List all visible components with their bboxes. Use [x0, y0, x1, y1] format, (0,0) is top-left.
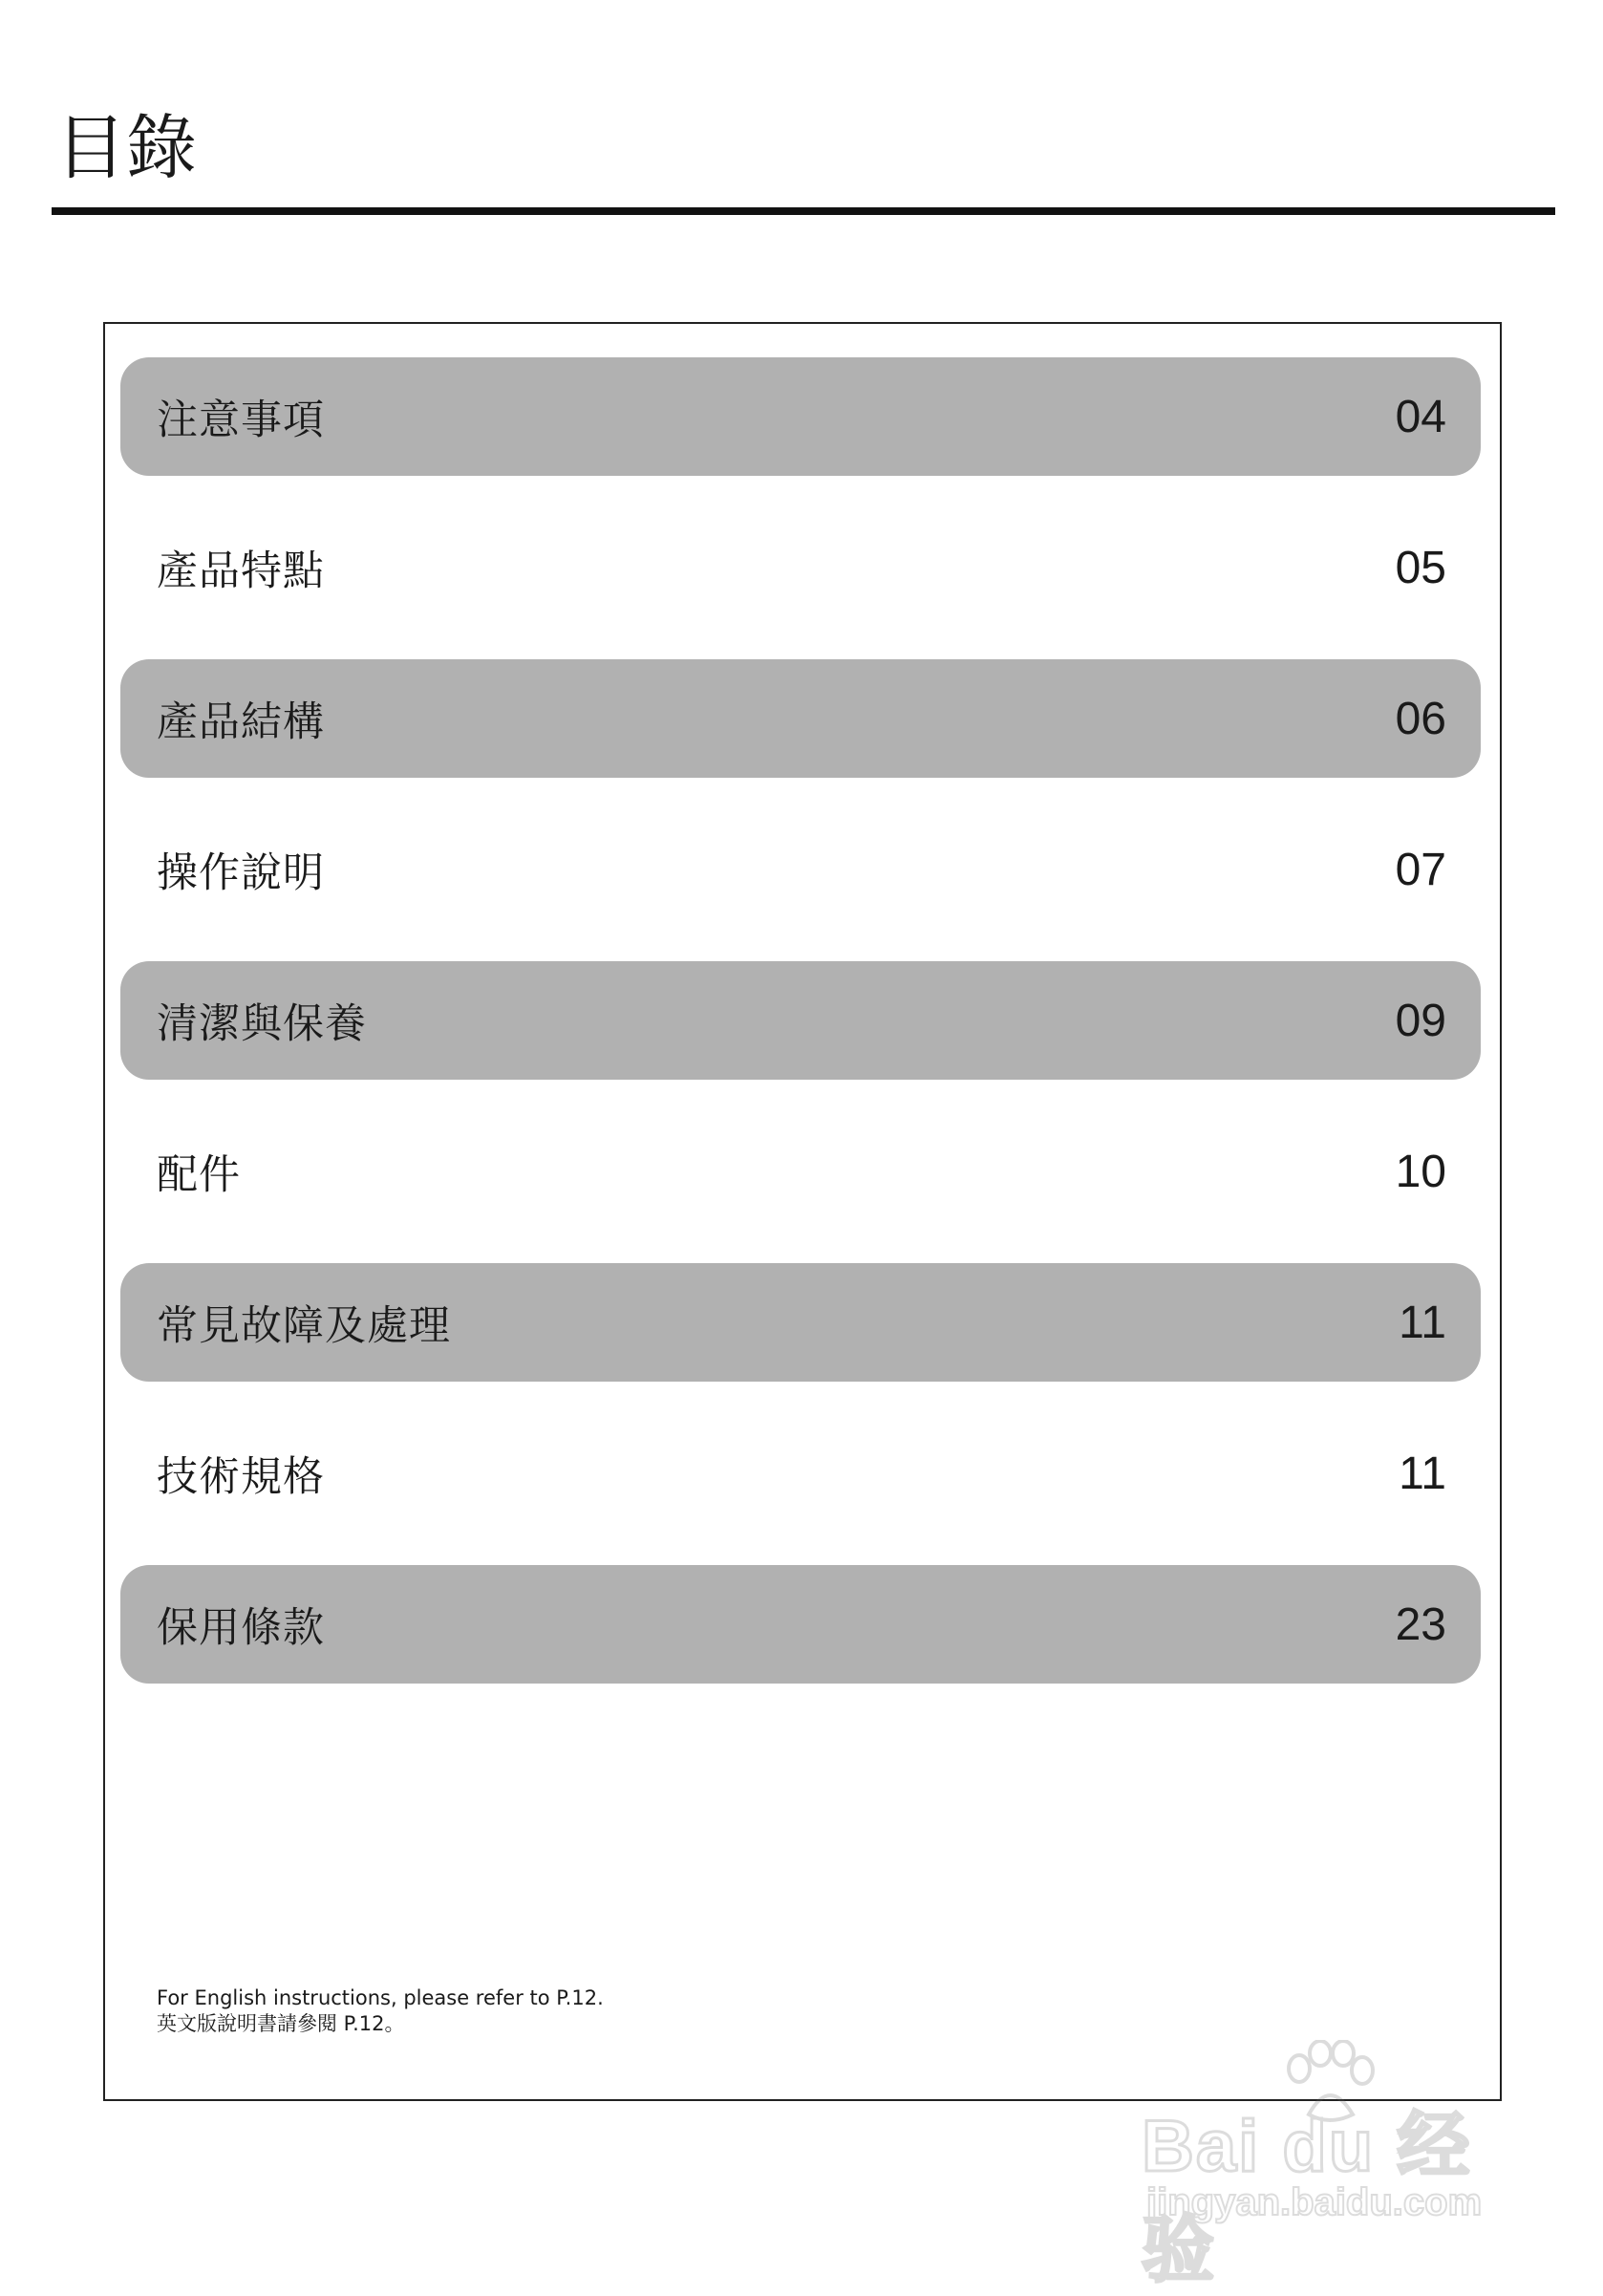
toc-row[interactable] — [120, 508, 1481, 627]
watermark — [1142, 2040, 1524, 2291]
toc-row[interactable] — [120, 357, 1481, 476]
footnote-english: For English instructions, please refer to P.12. — [157, 1986, 604, 2009]
toc-row[interactable] — [120, 659, 1481, 778]
toc-page-number: 06 — [1395, 693, 1446, 744]
footnote — [157, 1985, 604, 2037]
toc-row[interactable] — [120, 1112, 1481, 1231]
toc-row[interactable] — [120, 1263, 1481, 1382]
toc-row[interactable] — [120, 810, 1481, 929]
toc-label: 注意事項 — [157, 396, 325, 444]
toc-row[interactable] — [120, 1414, 1481, 1533]
toc-page-number: 23 — [1395, 1599, 1446, 1650]
toc-page-number: 09 — [1395, 995, 1446, 1046]
toc-row[interactable] — [120, 1565, 1481, 1684]
toc-label: 技術規格 — [157, 1452, 325, 1501]
page-title: 目錄 — [55, 107, 197, 189]
toc-label: 保用條款 — [157, 1603, 325, 1652]
toc-row[interactable] — [120, 961, 1481, 1080]
toc-label: 產品結構 — [157, 697, 325, 746]
watermark-brand: Bai du 经验 — [1142, 2106, 1472, 2291]
toc-label: 操作說明 — [157, 848, 325, 897]
title-divider — [52, 207, 1555, 215]
toc-label: 常見故障及處理 — [157, 1301, 451, 1350]
toc-label: 產品特點 — [157, 547, 325, 595]
toc-page-number: 05 — [1395, 542, 1446, 593]
toc-page-number: 11 — [1399, 1448, 1446, 1499]
watermark-url: jingyan.baidu.com — [1146, 2181, 1483, 2223]
toc-page-number: 04 — [1395, 391, 1446, 442]
toc-label: 配件 — [157, 1150, 241, 1199]
toc-page-number: 10 — [1395, 1146, 1446, 1197]
footnote-chinese: 英文版說明書請參閱 P.12。 — [157, 2012, 405, 2035]
toc-page-number: 11 — [1399, 1297, 1446, 1348]
toc-list — [120, 357, 1481, 1716]
toc-page-number: 07 — [1395, 844, 1446, 895]
toc-label: 清潔與保養 — [157, 999, 367, 1048]
